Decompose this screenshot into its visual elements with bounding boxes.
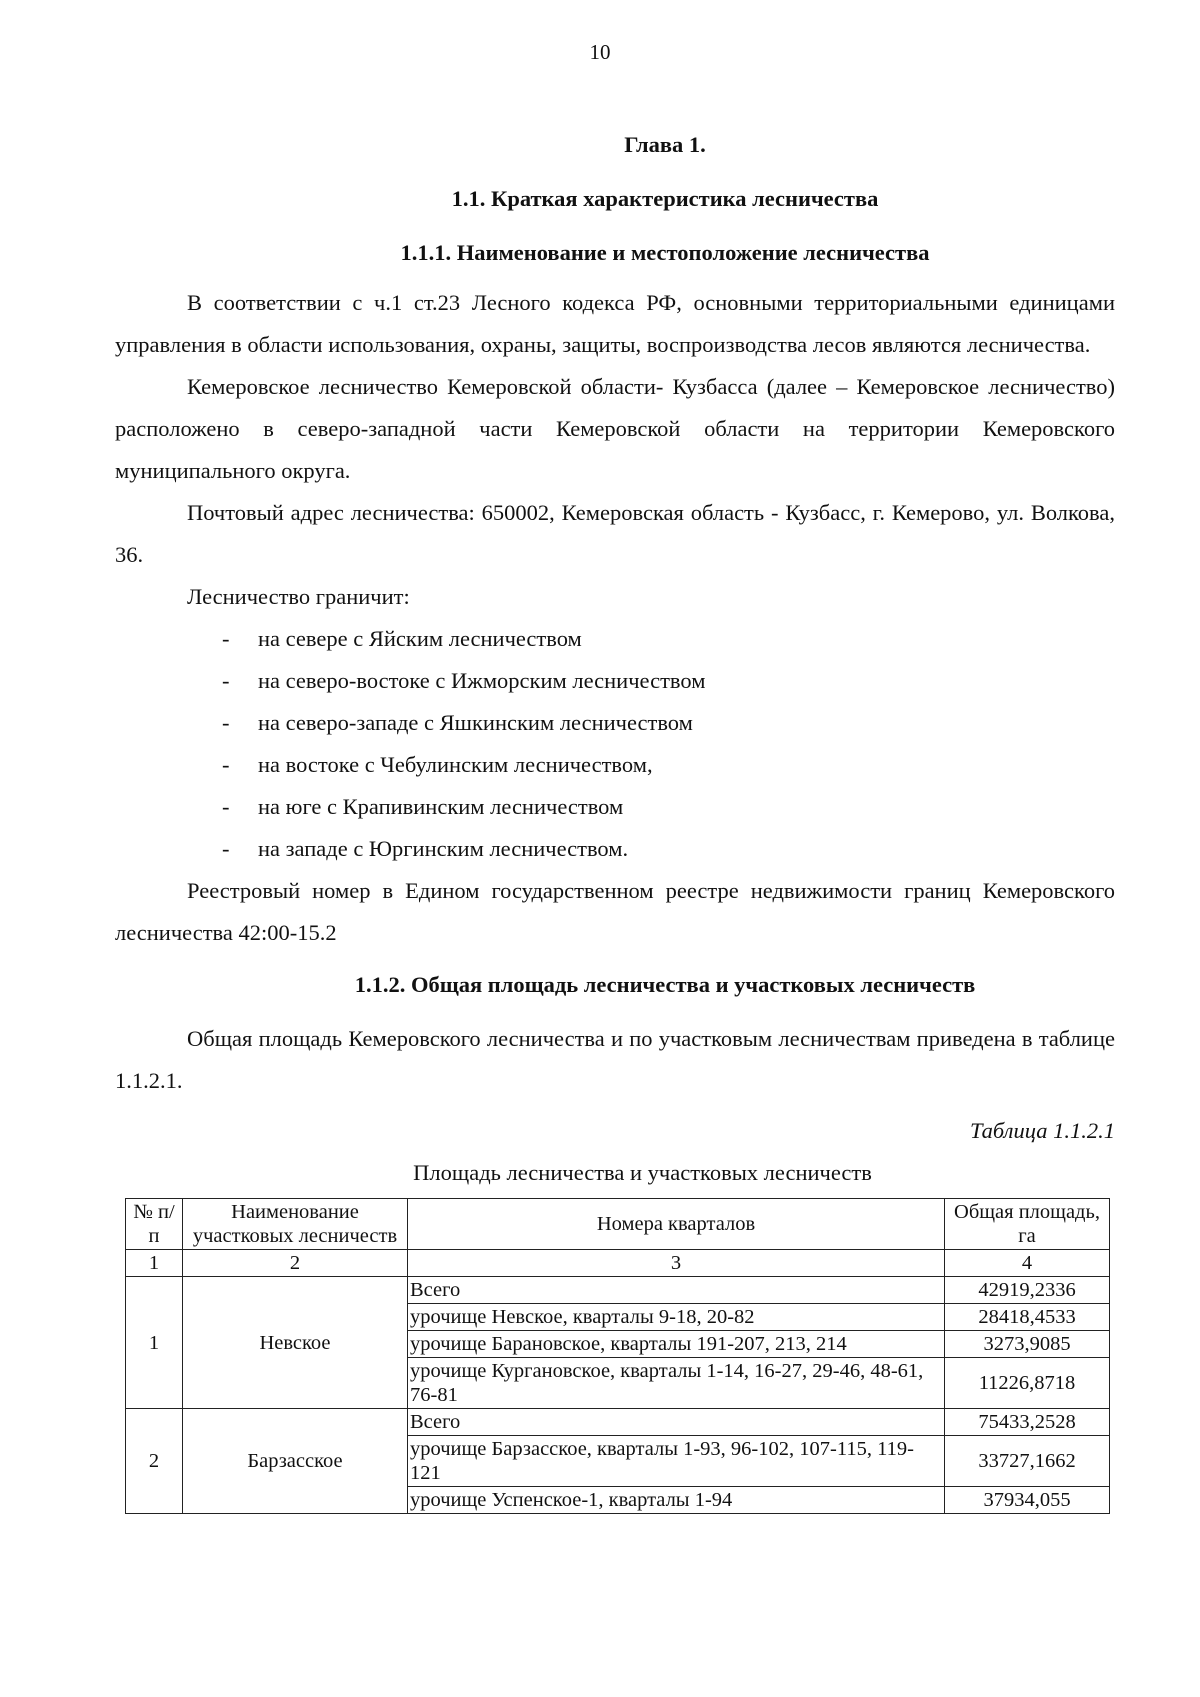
borders-list — [115, 618, 1115, 870]
dash-bullet: - — [222, 710, 230, 735]
table-label: Таблица 1.1.2.1 — [969, 1118, 1115, 1143]
dash-bullet: - — [222, 752, 230, 777]
list-item — [222, 744, 1115, 786]
table-title: Площадь лесничества и участковых лесничеств — [413, 1160, 872, 1185]
dash-bullet: - — [222, 794, 230, 819]
header-forestry-name: Наименование участковых лесничеств — [183, 1199, 408, 1250]
border-text: на западе с Юргинским лесничеством. — [258, 836, 629, 861]
subsection-heading-1: 1.1.1. Наименование и местоположение лесничества — [400, 240, 930, 265]
quarters-cell: Всего — [408, 1277, 945, 1304]
border-text: на северо-западе с Яшкинским лесничеством — [258, 710, 693, 735]
quarters-cell: урочище Барзасское, кварталы 1-93, 96-102, 107-115, 119-121 — [408, 1436, 945, 1487]
area-cell: 75433,2528 — [945, 1409, 1110, 1436]
dash-bullet: - — [222, 668, 230, 693]
table-row — [126, 1409, 1110, 1436]
paragraph-registry: Реестровый номер в Едином государственном реестре недвижимости границ Кемеровского лесничества 42:00-15.2 — [115, 878, 1115, 945]
area-cell: 28418,4533 — [945, 1304, 1110, 1331]
dash-bullet: - — [222, 836, 230, 861]
quarters-cell: Всего — [408, 1409, 945, 1436]
column-number-row — [126, 1250, 1110, 1277]
page-content — [115, 110, 1115, 1514]
paragraph-borders-intro: Лесничество граничит: — [187, 584, 410, 609]
quarters-cell: урочище Невское, кварталы 9-18, 20-82 — [408, 1304, 945, 1331]
paragraph-table-intro: Общая площадь Кемеровского лесничества и по участковым лесничествам приведена в таблице 1.1.2.1. — [115, 1026, 1115, 1093]
page-number: 10 — [589, 40, 611, 64]
border-text: на юге с Крапивинским лесничеством — [258, 794, 624, 819]
area-cell: 37934,055 — [945, 1487, 1110, 1514]
border-text: на севере с Яйским лесничеством — [258, 626, 582, 651]
paragraph-address: Почтовый адрес лесничества: 650002, Кемеровская область - Кузбасс, г. Кемерово, ул. Волкова, 36. — [115, 500, 1115, 567]
header-area: Общая площадь, га — [945, 1199, 1110, 1250]
list-item — [222, 618, 1115, 660]
row-number: 1 — [126, 1277, 183, 1409]
list-item — [222, 786, 1115, 828]
row-number: 2 — [126, 1409, 183, 1514]
area-table — [125, 1198, 1110, 1514]
chapter-heading: Глава 1. — [624, 132, 706, 157]
header-quarters: Номера кварталов — [408, 1199, 945, 1250]
column-number: 1 — [126, 1250, 183, 1277]
table-header-row — [126, 1199, 1110, 1250]
column-number: 3 — [408, 1250, 945, 1277]
paragraph-location: Кемеровское лесничество Кемеровской области- Кузбасса (далее – Кемеровское лесничество) расположено в северо-западной части Кемеровской области на территории Кемеровского муниципального округа. — [115, 374, 1115, 483]
subsection-heading-2: 1.1.2. Общая площадь лесничества и участковых лесничеств — [354, 972, 976, 997]
border-text: на северо-востоке с Ижморским лесничеством — [258, 668, 706, 693]
border-text: на востоке с Чебулинским лесничеством, — [258, 752, 653, 777]
area-cell: 11226,8718 — [945, 1358, 1110, 1409]
header-number: № п/п — [126, 1199, 183, 1250]
forestry-name: Невское — [183, 1277, 408, 1409]
dash-bullet: - — [222, 626, 230, 651]
area-cell: 42919,2336 — [945, 1277, 1110, 1304]
section-heading: 1.1. Краткая характеристика лесничества — [451, 186, 879, 211]
list-item — [222, 660, 1115, 702]
area-cell: 33727,1662 — [945, 1436, 1110, 1487]
quarters-cell: урочище Барановское, кварталы 191-207, 213, 214 — [408, 1331, 945, 1358]
paragraph-legal-basis: В соответствии с ч.1 ст.23 Лесного кодекса РФ, основными территориальными единицами управления в области использования, охраны, защиты, воспроизводства лесов являются лесничества. — [115, 290, 1115, 357]
column-number: 2 — [183, 1250, 408, 1277]
quarters-cell: урочище Успенское-1, кварталы 1-94 — [408, 1487, 945, 1514]
area-cell: 3273,9085 — [945, 1331, 1110, 1358]
quarters-cell: урочище Кургановское, кварталы 1-14, 16-27, 29-46, 48-61, 76-81 — [408, 1358, 945, 1409]
forestry-name: Барзасское — [183, 1409, 408, 1514]
table-row — [126, 1277, 1110, 1304]
column-number: 4 — [945, 1250, 1110, 1277]
list-item — [222, 828, 1115, 870]
list-item — [222, 702, 1115, 744]
